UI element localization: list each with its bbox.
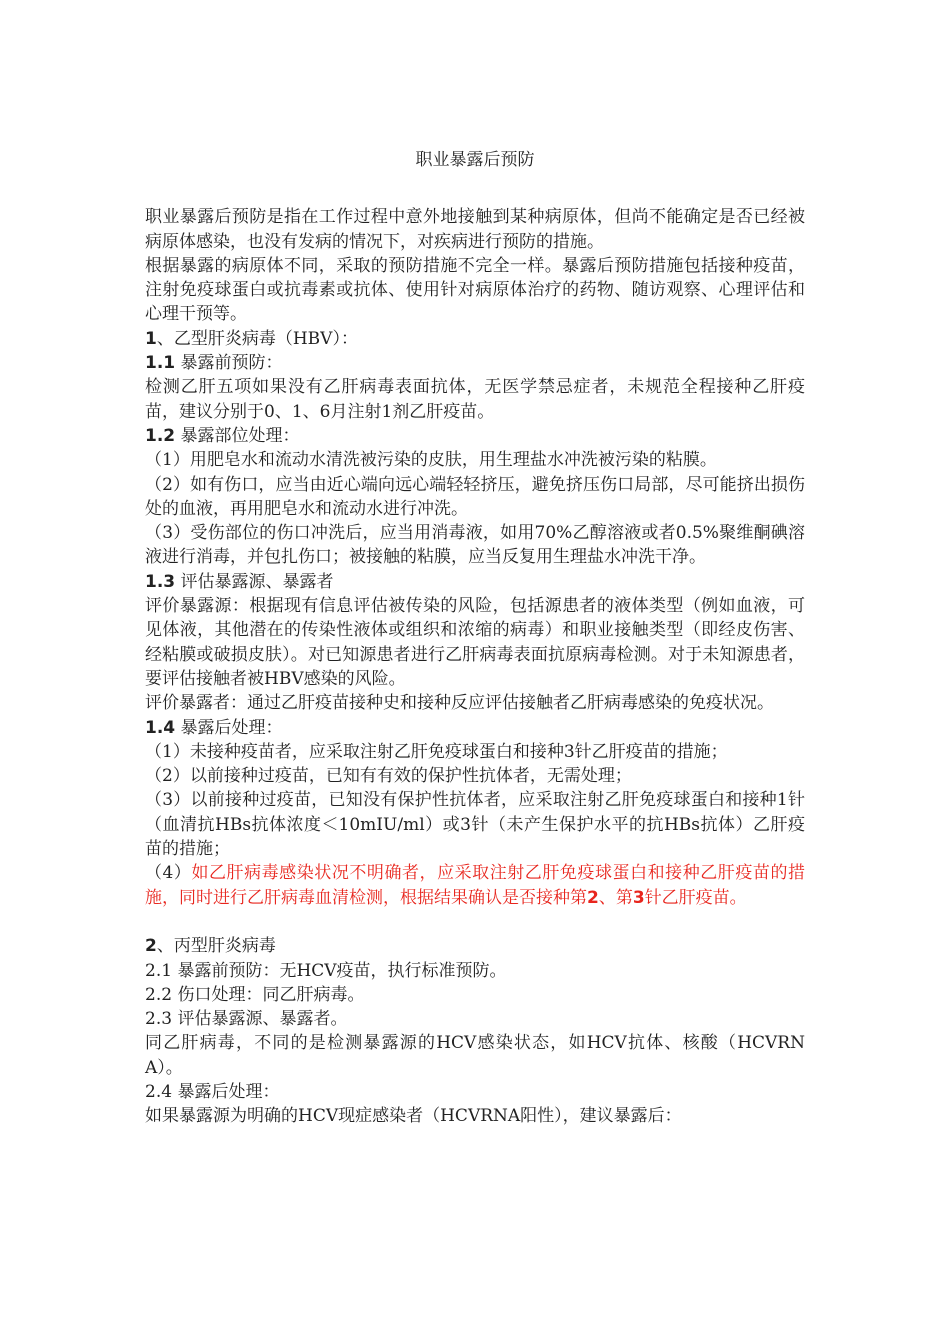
highlighted-text-part: 针乙肝疫苗。 xyxy=(644,887,747,908)
document-title: 职业暴露后预防 xyxy=(415,150,535,170)
highlighted-text-part: 、第 xyxy=(598,887,633,908)
subsection-title: 暴露部位处理： xyxy=(180,425,300,446)
subsection-heading xyxy=(145,424,805,448)
list-item: （1）用肥皂水和流动水清洗被污染的皮肤，用生理盐水冲洗被污染的粘膜。 xyxy=(145,450,717,471)
subsection-heading xyxy=(145,570,805,594)
subsection-number: 1.2 xyxy=(145,425,176,446)
highlighted-bold-number: 3 xyxy=(632,887,645,908)
section-heading-hbv xyxy=(145,327,805,351)
intro-paragraph: 根据暴露的病原体不同，采取的预防措施不完全一样。暴露后预防措施包括接种疫苗，注射免疫球蛋白或抗毒素或抗体、使用针对病原体治疗的药物、随访观察、心理评估和心理干预等。 xyxy=(145,255,805,325)
subsection-heading xyxy=(145,351,805,375)
body-paragraph: 评价暴露源：根据现有信息评估被传染的风险，包括源患者的液体类型（例如血液，可见体液，其他潜在的传染性液体或组织和浓缩的病毒）和职业接触类型（即经皮伤害、经粘膜或破损皮肤）。对已知源患者进行乙肝病毒表面抗原病毒检测。对于未知源患者，要评估接触者被HBV感染的风险。 xyxy=(145,596,805,689)
intro-paragraph: 职业暴露后预防是指在工作过程中意外地接触到某种病原体，但尚不能确定是否已经被病原体感染，也没有发病的情况下，对疾病进行预防的措施。 xyxy=(145,207,805,252)
subsection-heading xyxy=(145,716,805,740)
body-line: 如果暴露源为明确的HCV现症感染者（HCVRNA阳性），建议暴露后： xyxy=(145,1106,682,1127)
highlighted-bold-number: 2 xyxy=(587,887,599,908)
highlighted-list-item xyxy=(145,861,805,910)
subsection-number: 1.3 xyxy=(145,571,176,592)
list-item: （3）以前接种过疫苗，已知没有保护性抗体者，应采取注射乙肝免疫球蛋白和接种1针（血清抗HBs抗体浓度＜10mIU/ml）或3针（未产生保护水平的抗HBs抗体）乙肝疫苗的措施； xyxy=(145,790,805,860)
list-item: （2）如有伤口，应当由近心端向远心端轻轻挤压，避免挤压伤口局部，尽可能挤出损伤处的血液，再用肥皂水和流动水进行冲洗。 xyxy=(145,474,805,519)
body-paragraph: 评价暴露者：通过乙肝疫苗接种史和接种反应评估接触者乙肝病毒感染的免疫状况。 xyxy=(145,693,774,714)
body-line: 2.4 暴露后处理： xyxy=(145,1081,280,1102)
subsection-title: 暴露后处理： xyxy=(180,717,283,738)
section-heading-hcv xyxy=(145,934,805,958)
highlighted-text xyxy=(145,863,805,907)
subsection-number: 1.1 xyxy=(145,353,176,374)
section-number: 1 xyxy=(145,328,157,349)
section-heading-text: 、丙型肝炎病毒 xyxy=(156,936,276,957)
subsection-title: 评估暴露源、暴露者 xyxy=(180,571,334,592)
subsection-title: 暴露前预防： xyxy=(180,353,283,374)
section-number: 2 xyxy=(145,936,157,957)
body-paragraph: 检测乙肝五项如果没有乙肝病毒表面抗体，无医学禁忌症者，未规范全程接种乙肝疫苗，建议分别于0、1、6月注射1剂乙肝疫苗。 xyxy=(145,377,805,422)
blank-line xyxy=(145,910,805,934)
list-item: （3）受伤部位的伤口冲洗后，应当用消毒液，如用70%乙醇溶液或者0.5%聚维酮碘溶液进行消毒，并包扎伤口；被接触的粘膜，应当反复用生理盐水冲洗干净。 xyxy=(145,523,805,568)
body-line: 2.3 评估暴露源、暴露者。 xyxy=(145,1009,348,1030)
highlighted-text-part: 如乙肝病毒感染状况不明确者，应采取注射乙肝免疫球蛋白和接种乙肝疫苗的措施，同时进行乙肝病毒血清检测，根据结果确认是否接种第 xyxy=(145,863,805,908)
list-item-prefix: （4） xyxy=(145,863,192,884)
body-line: 同乙肝病毒，不同的是检测暴露源的HCV感染状态，如HCV抗体、核酸（HCVRNA）。 xyxy=(145,1033,805,1078)
subsection-number: 1.4 xyxy=(145,717,176,738)
list-item: （1）未接种疫苗者，应采取注射乙肝免疫球蛋白和接种3针乙肝疫苗的措施； xyxy=(145,741,728,762)
section-heading-text: 、乙型肝炎病毒（HBV）： xyxy=(156,328,358,349)
document-page xyxy=(145,148,805,1129)
body-line: 2.1 暴露前预防：无HCV疫苗，执行标准预防。 xyxy=(145,960,507,981)
body-line: 2.2 伤口处理：同乙肝病毒。 xyxy=(145,984,365,1005)
list-item: （2）以前接种过疫苗，已知有有效的保护性抗体者，无需处理； xyxy=(145,766,632,787)
